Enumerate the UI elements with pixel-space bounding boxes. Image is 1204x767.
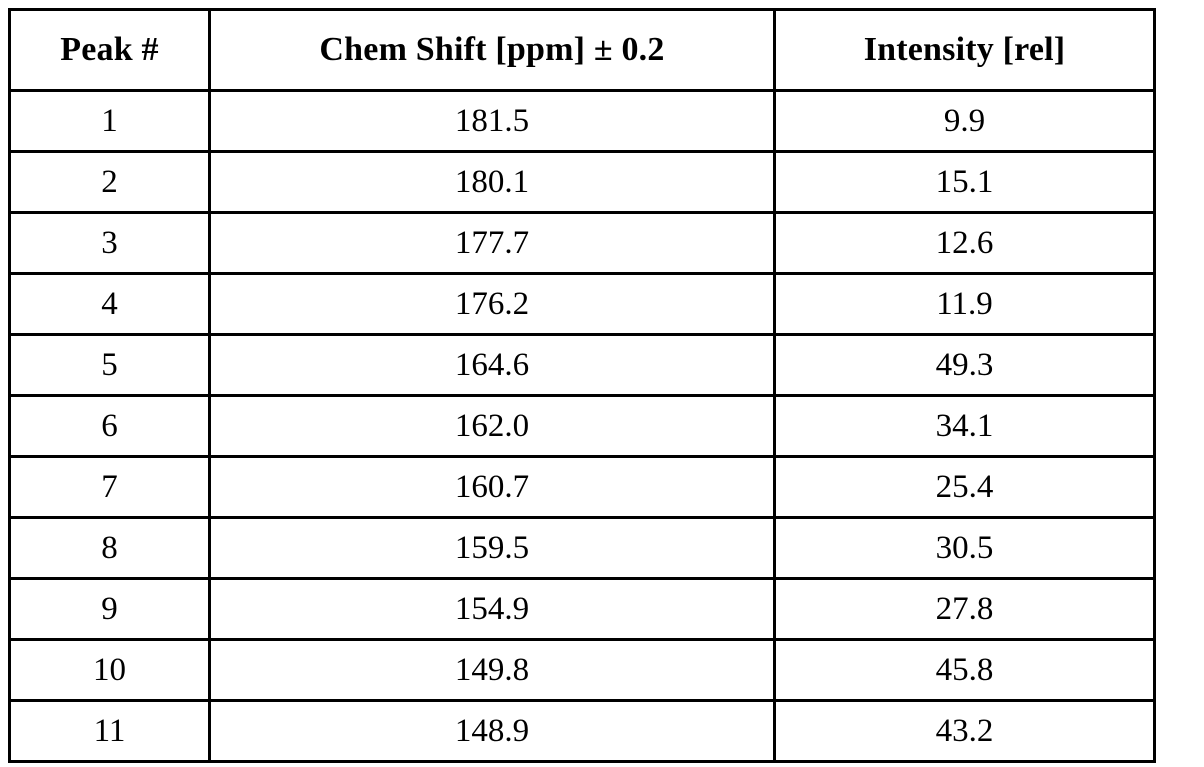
table-row <box>10 457 1155 518</box>
cell-intensity: 9.9 <box>775 91 1155 152</box>
table-row <box>10 396 1155 457</box>
table-row <box>10 640 1155 701</box>
cell-peak-number: 11 <box>10 701 210 762</box>
cell-chem-shift: 149.8 <box>210 640 775 701</box>
peak-data-table <box>8 8 1156 763</box>
table-row <box>10 152 1155 213</box>
cell-chem-shift: 154.9 <box>210 579 775 640</box>
cell-chem-shift: 181.5 <box>210 91 775 152</box>
cell-intensity: 45.8 <box>775 640 1155 701</box>
column-header-intensity: Intensity [rel] <box>775 10 1155 91</box>
table-header-row <box>10 10 1155 91</box>
cell-peak-number: 4 <box>10 274 210 335</box>
cell-peak-number: 1 <box>10 91 210 152</box>
cell-intensity: 30.5 <box>775 518 1155 579</box>
table-row <box>10 91 1155 152</box>
table-row <box>10 701 1155 762</box>
cell-chem-shift: 160.7 <box>210 457 775 518</box>
cell-intensity: 25.4 <box>775 457 1155 518</box>
table-row <box>10 274 1155 335</box>
column-header-chem-shift: Chem Shift [ppm] ± 0.2 <box>210 10 775 91</box>
cell-intensity: 43.2 <box>775 701 1155 762</box>
cell-chem-shift: 164.6 <box>210 335 775 396</box>
cell-chem-shift: 180.1 <box>210 152 775 213</box>
cell-peak-number: 2 <box>10 152 210 213</box>
cell-peak-number: 6 <box>10 396 210 457</box>
table-row <box>10 518 1155 579</box>
cell-peak-number: 3 <box>10 213 210 274</box>
table-body <box>10 91 1155 762</box>
cell-chem-shift: 159.5 <box>210 518 775 579</box>
cell-peak-number: 7 <box>10 457 210 518</box>
table-header <box>10 10 1155 91</box>
table-row <box>10 579 1155 640</box>
cell-intensity: 34.1 <box>775 396 1155 457</box>
cell-chem-shift: 177.7 <box>210 213 775 274</box>
column-header-peak-number: Peak # <box>10 10 210 91</box>
cell-peak-number: 10 <box>10 640 210 701</box>
cell-intensity: 15.1 <box>775 152 1155 213</box>
cell-chem-shift: 162.0 <box>210 396 775 457</box>
table-row <box>10 335 1155 396</box>
cell-peak-number: 9 <box>10 579 210 640</box>
cell-peak-number: 8 <box>10 518 210 579</box>
table-row <box>10 213 1155 274</box>
cell-peak-number: 5 <box>10 335 210 396</box>
cell-intensity: 49.3 <box>775 335 1155 396</box>
cell-intensity: 12.6 <box>775 213 1155 274</box>
cell-intensity: 27.8 <box>775 579 1155 640</box>
cell-intensity: 11.9 <box>775 274 1155 335</box>
cell-chem-shift: 148.9 <box>210 701 775 762</box>
cell-chem-shift: 176.2 <box>210 274 775 335</box>
